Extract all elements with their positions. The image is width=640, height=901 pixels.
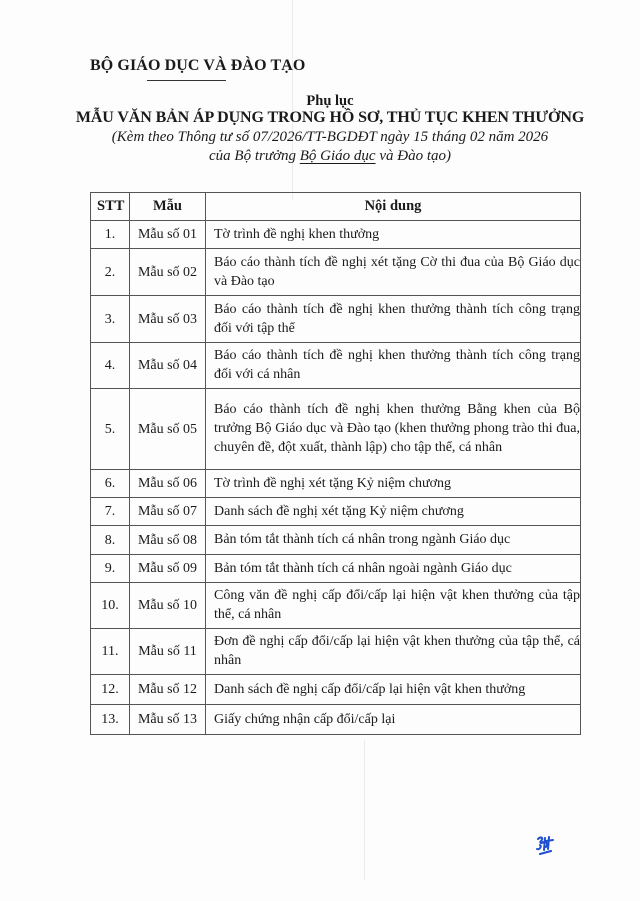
- row-form-code: Mẫu số 11: [130, 629, 206, 675]
- row-stt: 3.: [91, 296, 130, 343]
- row-form-code: Mẫu số 09: [130, 555, 206, 583]
- subtitle-underlined-text: Bộ Giáo dục: [299, 148, 376, 164]
- row-stt: 13.: [91, 705, 130, 735]
- header-content: Nội dung: [206, 193, 581, 221]
- row-form-code: Mẫu số 04: [130, 343, 206, 389]
- row-stt: 5.: [91, 389, 130, 470]
- row-stt: 11.: [91, 629, 130, 675]
- row-form-code: Mẫu số 01: [130, 221, 206, 249]
- row-stt: 1.: [91, 221, 130, 249]
- row-form-code: Mẫu số 12: [130, 675, 206, 705]
- table-row: [91, 555, 581, 583]
- row-content: Danh sách đề nghị xét tặng Kỷ niệm chương: [206, 498, 581, 526]
- forms-table: [90, 192, 581, 735]
- row-content: Tờ trình đề nghị khen thưởng: [206, 221, 581, 249]
- row-stt: 9.: [91, 555, 130, 583]
- row-form-code: Mẫu số 13: [130, 705, 206, 735]
- subtitle-prefix: của Bộ trưởng: [209, 148, 300, 164]
- row-stt: 12.: [91, 675, 130, 705]
- row-content: Báo cáo thành tích đề nghị khen thưởng Bằng khen của Bộ trưởng Bộ Giáo dục và Đào tạo (khen thưởng phong trào thi đua, chuyên đề, đột xuất, thành lập) cho tập thể, cá nhân: [206, 389, 581, 470]
- row-stt: 4.: [91, 343, 130, 389]
- appendix-label: Phụ lục: [306, 93, 354, 109]
- row-form-code: Mẫu số 06: [130, 470, 206, 498]
- row-content: Đơn đề nghị cấp đổi/cấp lại hiện vật khen thưởng của tập thể, cá nhân: [206, 629, 581, 675]
- table-row: [91, 705, 581, 735]
- table-body: [91, 221, 581, 735]
- row-form-code: Mẫu số 08: [130, 526, 206, 555]
- row-content: Công văn đề nghị cấp đổi/cấp lại hiện vật khen thưởng của tập thể, cá nhân: [206, 583, 581, 629]
- table-row: [91, 526, 581, 555]
- table-row: [91, 221, 581, 249]
- table-row: [91, 296, 581, 343]
- document-title: MẪU VĂN BẢN ÁP DỤNG TRONG HỒ SƠ, THỦ TỤC KHEN THƯỞNG: [75, 109, 585, 126]
- row-content: Danh sách đề nghị cấp đổi/cấp lại hiện vật khen thưởng: [206, 675, 581, 705]
- table-header-row: [91, 193, 581, 221]
- table-row: [91, 675, 581, 705]
- row-stt: 10.: [91, 583, 130, 629]
- table-row: [91, 470, 581, 498]
- initials-signature-icon: [532, 833, 562, 863]
- row-stt: 8.: [91, 526, 130, 555]
- table-row: [91, 498, 581, 526]
- scan-artifact-line: [364, 740, 365, 880]
- organization-name: BỘ GIÁO DỤC VÀ ĐÀO TẠO: [90, 57, 306, 74]
- subtitle-suffix: và Đào tạo): [375, 148, 451, 164]
- table-row: [91, 249, 581, 296]
- row-stt: 6.: [91, 470, 130, 498]
- table-row: [91, 583, 581, 629]
- row-content: Báo cáo thành tích đề nghị khen thưởng thành tích công trạng đối với tập thể: [206, 296, 581, 343]
- row-form-code: Mẫu số 10: [130, 583, 206, 629]
- row-form-code: Mẫu số 07: [130, 498, 206, 526]
- row-content: Báo cáo thành tích đề nghị khen thưởng thành tích công trạng đối với cá nhân: [206, 343, 581, 389]
- table-row: [91, 629, 581, 675]
- document-subtitle-line2: [60, 148, 600, 165]
- row-content: Tờ trình đề nghị xét tặng Kỷ niệm chương: [206, 470, 581, 498]
- row-content: Báo cáo thành tích đề nghị xét tặng Cờ thi đua của Bộ Giáo dục và Đào tạo: [206, 249, 581, 296]
- header-stt: STT: [91, 193, 130, 221]
- row-content: Giấy chứng nhận cấp đổi/cấp lại: [206, 705, 581, 735]
- row-stt: 7.: [91, 498, 130, 526]
- row-form-code: Mẫu số 02: [130, 249, 206, 296]
- organization-underline: [147, 80, 226, 81]
- table-row: [91, 389, 581, 470]
- row-form-code: Mẫu số 03: [130, 296, 206, 343]
- document-subtitle-line1: (Kèm theo Thông tư số 07/2026/TT-BGDĐT ngày 15 tháng 02 năm 2026: [111, 129, 549, 145]
- row-content: Bản tóm tắt thành tích cá nhân ngoài ngành Giáo dục: [206, 555, 581, 583]
- row-stt: 2.: [91, 249, 130, 296]
- row-content: Bản tóm tắt thành tích cá nhân trong ngành Giáo dục: [206, 526, 581, 555]
- row-form-code: Mẫu số 05: [130, 389, 206, 470]
- table-row: [91, 343, 581, 389]
- header-form: Mẫu: [130, 193, 206, 221]
